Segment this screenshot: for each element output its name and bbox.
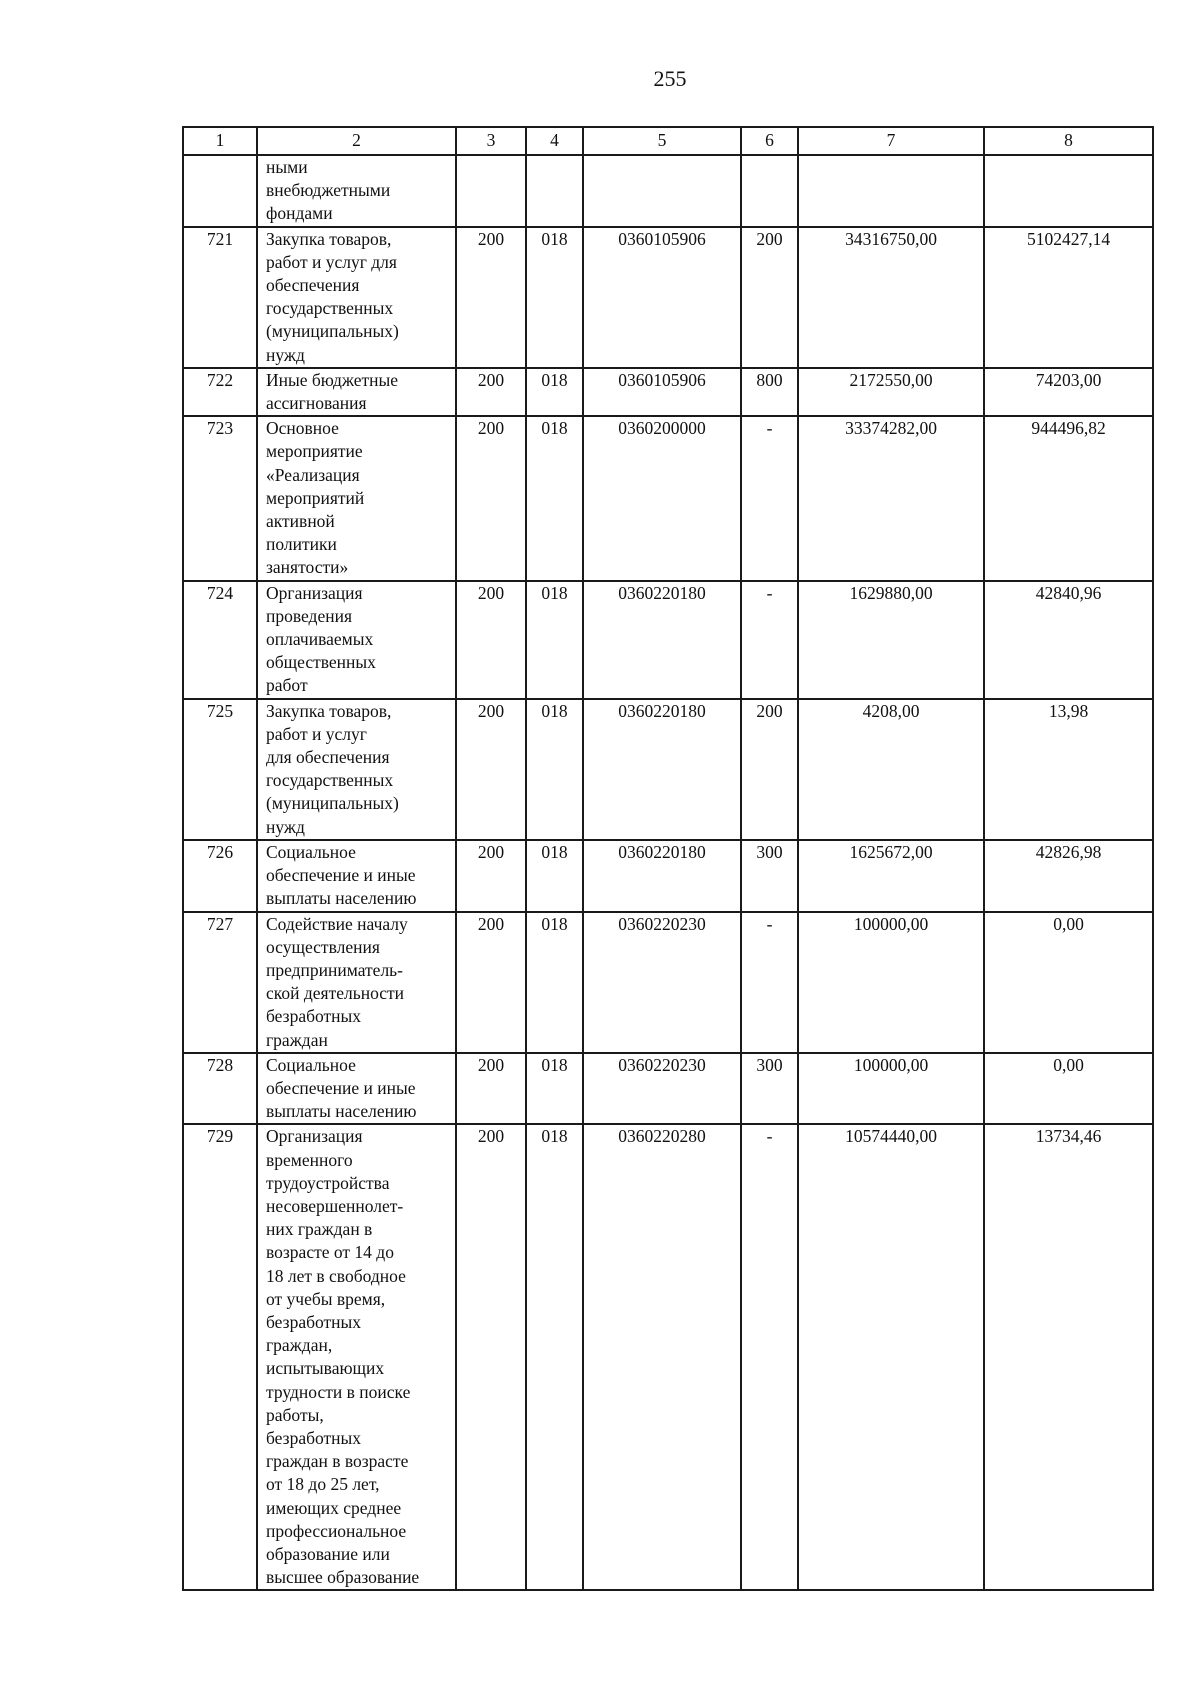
item-name-cell <box>257 840 456 912</box>
item-name-line: общественных <box>266 652 376 673</box>
cell-col-8: 5102427,14 <box>984 227 1153 368</box>
item-name-line: возрасте от 14 до <box>266 1242 394 1263</box>
item-name-line: работы, <box>266 1404 324 1425</box>
column-header-8: 8 <box>984 127 1153 155</box>
column-header-5: 5 <box>583 127 741 155</box>
cell-col-6: 800 <box>741 368 798 416</box>
item-name-line: Закупка товаров, <box>266 700 392 721</box>
item-name-line: внебюджетными <box>266 180 391 201</box>
item-name-line: проведения <box>266 605 353 626</box>
item-name-cell <box>257 1053 456 1125</box>
item-name-line: них граждан в <box>266 1219 373 1240</box>
cell-col-6: 300 <box>741 840 798 912</box>
column-header-6: 6 <box>741 127 798 155</box>
item-name-cell <box>257 699 456 840</box>
cell-col-6: 200 <box>741 699 798 840</box>
item-name-cell <box>257 416 456 580</box>
cell-col-4: 018 <box>526 699 583 840</box>
item-name-line: фондами <box>266 203 333 224</box>
row-number-cell: 724 <box>183 581 257 699</box>
table-row <box>183 699 1153 840</box>
cell-col-5: 0360200000 <box>583 416 741 580</box>
item-name-cell <box>257 912 456 1053</box>
cell-col-8: 0,00 <box>984 912 1153 1053</box>
table-row <box>183 1124 1153 1590</box>
cell-col-8: 944496,82 <box>984 416 1153 580</box>
cell-col-6 <box>741 155 798 227</box>
cell-col-7: 10574440,00 <box>798 1124 984 1590</box>
cell-col-7 <box>798 155 984 227</box>
item-name-line: (муниципальных) <box>266 321 399 342</box>
item-name-line: обеспечения <box>266 275 360 296</box>
item-name-line: граждан в возрасте <box>266 1451 409 1472</box>
cell-col-5: 0360105906 <box>583 227 741 368</box>
item-name-line: обеспечение и иные <box>266 865 416 886</box>
cell-col-3: 200 <box>456 1124 526 1590</box>
item-name-line: нужд <box>266 816 305 837</box>
cell-col-7: 1629880,00 <box>798 581 984 699</box>
item-name-line: Закупка товаров, <box>266 228 392 249</box>
table-row <box>183 1053 1153 1125</box>
cell-col-7: 1625672,00 <box>798 840 984 912</box>
item-name-line: трудоустройства <box>266 1172 390 1193</box>
cell-col-8: 13734,46 <box>984 1124 1153 1590</box>
table-row <box>183 840 1153 912</box>
item-name-line: для обеспечения <box>266 747 390 768</box>
cell-col-5 <box>583 155 741 227</box>
item-name-line: работ и услуг <box>266 723 367 744</box>
item-name-line: Организация <box>266 1126 363 1147</box>
table-row <box>183 368 1153 416</box>
cell-col-5: 0360220180 <box>583 840 741 912</box>
row-number-cell: 728 <box>183 1053 257 1125</box>
cell-col-6: - <box>741 581 798 699</box>
item-name-line: государственных <box>266 298 394 319</box>
table-body <box>183 155 1153 1590</box>
item-name-line: (муниципальных) <box>266 793 399 814</box>
cell-col-4: 018 <box>526 416 583 580</box>
item-name-line: граждан, <box>266 1335 333 1356</box>
cell-col-4: 018 <box>526 912 583 1053</box>
row-number-cell: 726 <box>183 840 257 912</box>
cell-col-4: 018 <box>526 368 583 416</box>
item-name-line: Социальное <box>266 841 356 862</box>
cell-col-6: 300 <box>741 1053 798 1125</box>
cell-col-4: 018 <box>526 581 583 699</box>
table-row <box>183 416 1153 580</box>
item-name-cell <box>257 1124 456 1590</box>
cell-col-8: 42840,96 <box>984 581 1153 699</box>
row-number-cell: 727 <box>183 912 257 1053</box>
item-name-line: профессиональное <box>266 1520 407 1541</box>
cell-col-7: 2172550,00 <box>798 368 984 416</box>
cell-col-4 <box>526 155 583 227</box>
cell-col-8: 42826,98 <box>984 840 1153 912</box>
cell-col-3: 200 <box>456 840 526 912</box>
item-name-line: выплаты населению <box>266 888 417 909</box>
item-name-line: работ <box>266 675 308 696</box>
item-name-line: Основное <box>266 418 339 439</box>
item-name-line: оплачиваемых <box>266 629 374 650</box>
item-name-line: выплаты населению <box>266 1101 417 1122</box>
budget-table <box>182 126 1154 1591</box>
table-row <box>183 581 1153 699</box>
item-name-line: предприниматель- <box>266 959 403 980</box>
item-name-cell <box>257 581 456 699</box>
cell-col-6: 200 <box>741 227 798 368</box>
item-name-line: ассигнования <box>266 393 367 414</box>
item-name-line: активной <box>266 511 335 532</box>
cell-col-3: 200 <box>456 912 526 1053</box>
cell-col-3: 200 <box>456 416 526 580</box>
item-name-line: ской деятельности <box>266 983 405 1004</box>
cell-col-3: 200 <box>456 581 526 699</box>
item-name-line: несовершеннолет- <box>266 1195 404 1216</box>
cell-col-4: 018 <box>526 1053 583 1125</box>
item-name-line: безработных <box>266 1311 362 1332</box>
column-header-1: 1 <box>183 127 257 155</box>
item-name-line: безработных <box>266 1427 362 1448</box>
item-name-line: от 18 до 25 лет, <box>266 1474 380 1495</box>
item-name-cell <box>257 227 456 368</box>
cell-col-3: 200 <box>456 1053 526 1125</box>
cell-col-5: 0360220180 <box>583 699 741 840</box>
cell-col-6: - <box>741 912 798 1053</box>
item-name-line: осуществления <box>266 936 380 957</box>
cell-col-7: 33374282,00 <box>798 416 984 580</box>
table-row <box>183 227 1153 368</box>
column-header-7: 7 <box>798 127 984 155</box>
cell-col-7: 4208,00 <box>798 699 984 840</box>
item-name-line: Иные бюджетные <box>266 369 399 390</box>
item-name-line: временного <box>266 1149 353 1170</box>
row-number-cell: 722 <box>183 368 257 416</box>
item-name-line: от учебы время, <box>266 1288 386 1309</box>
cell-col-3: 200 <box>456 368 526 416</box>
item-name-line: 18 лет в свободное <box>266 1265 406 1286</box>
item-name-line: занятости» <box>266 557 349 578</box>
item-name-line: мероприятие <box>266 441 363 462</box>
item-name-line: Социальное <box>266 1054 356 1075</box>
cell-col-5: 0360220180 <box>583 581 741 699</box>
item-name-line: безработных <box>266 1006 362 1027</box>
cell-col-4: 018 <box>526 840 583 912</box>
cell-col-8: 0,00 <box>984 1053 1153 1125</box>
cell-col-5: 0360220230 <box>583 912 741 1053</box>
item-name-line: Организация <box>266 582 363 603</box>
cell-col-6: - <box>741 1124 798 1590</box>
item-name-line: образование или <box>266 1543 390 1564</box>
item-name-line: граждан <box>266 1029 328 1050</box>
item-name-cell <box>257 368 456 416</box>
item-name-line: политики <box>266 534 337 555</box>
item-name-line: работ и услуг для <box>266 251 397 272</box>
item-name-line: высшее образование <box>266 1567 420 1588</box>
cell-col-4: 018 <box>526 227 583 368</box>
item-name-line: ными <box>266 157 308 177</box>
cell-col-7: 100000,00 <box>798 912 984 1053</box>
item-name-cell <box>257 155 456 227</box>
cell-col-4: 018 <box>526 1124 583 1590</box>
cell-col-8 <box>984 155 1153 227</box>
row-number-cell: 723 <box>183 416 257 580</box>
item-name-line: трудности в поиске <box>266 1381 411 1402</box>
cell-col-8: 74203,00 <box>984 368 1153 416</box>
column-header-3: 3 <box>456 127 526 155</box>
cell-col-7: 100000,00 <box>798 1053 984 1125</box>
item-name-line: государственных <box>266 770 394 791</box>
row-number-cell <box>183 155 257 227</box>
row-number-cell: 729 <box>183 1124 257 1590</box>
header-row <box>183 127 1153 155</box>
row-number-cell: 725 <box>183 699 257 840</box>
item-name-line: имеющих среднее <box>266 1497 402 1518</box>
item-name-line: испытывающих <box>266 1358 385 1379</box>
cell-col-5: 0360105906 <box>583 368 741 416</box>
cell-col-5: 0360220280 <box>583 1124 741 1590</box>
cell-col-6: - <box>741 416 798 580</box>
cell-col-3 <box>456 155 526 227</box>
cell-col-8: 13,98 <box>984 699 1153 840</box>
cell-col-5: 0360220230 <box>583 1053 741 1125</box>
table-row <box>183 912 1153 1053</box>
column-header-2: 2 <box>257 127 456 155</box>
item-name-line: нужд <box>266 344 305 365</box>
cell-col-7: 34316750,00 <box>798 227 984 368</box>
item-name-line: Содействие началу <box>266 913 408 934</box>
cell-col-3: 200 <box>456 699 526 840</box>
item-name-line: «Реализация <box>266 464 360 485</box>
item-name-line: мероприятий <box>266 487 365 508</box>
column-header-4: 4 <box>526 127 583 155</box>
table-row <box>183 155 1153 227</box>
row-number-cell: 721 <box>183 227 257 368</box>
cell-col-3: 200 <box>456 227 526 368</box>
item-name-line: обеспечение и иные <box>266 1077 416 1098</box>
page-number: 255 <box>653 66 687 91</box>
